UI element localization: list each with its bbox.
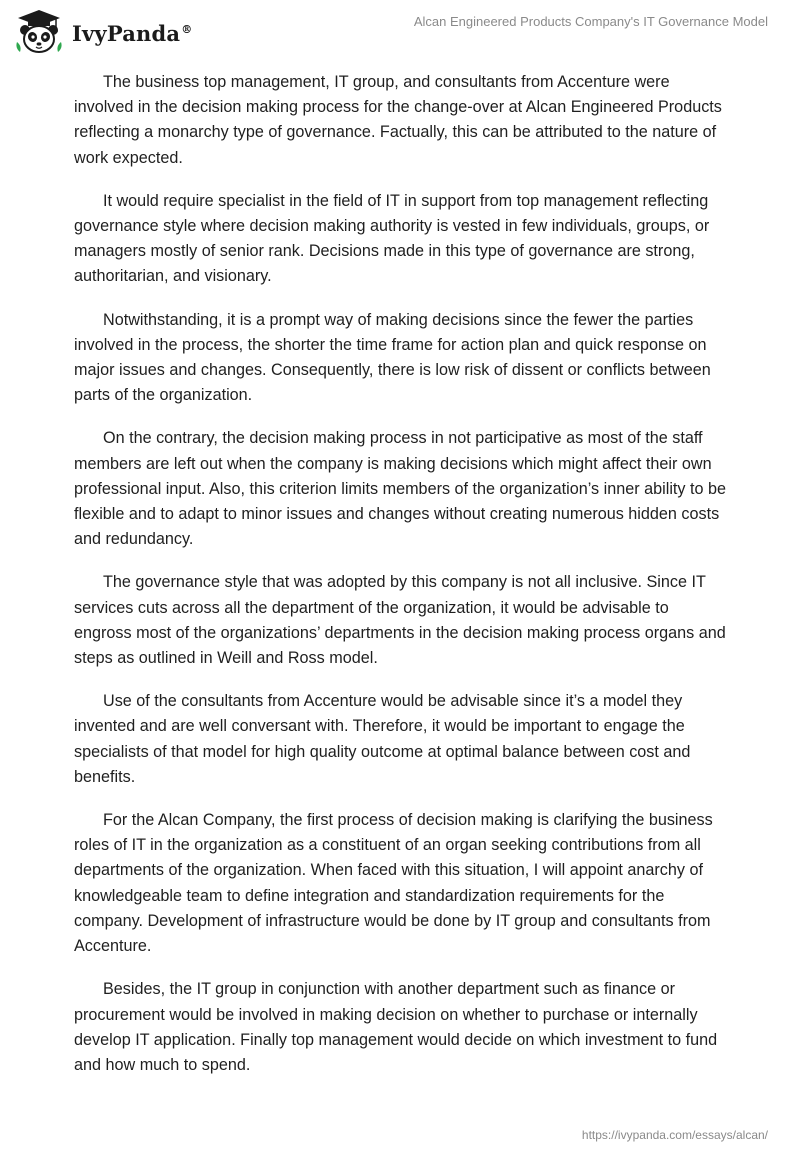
brand-name: IvyPanda® [72, 20, 193, 46]
paragraph: Besides, the IT group in conjunction with another department such as finance or procurement would be involved in making decision on whether to purchase or internally develop IT application. Finally top management would decide on which investment to fund and how much to spend. [74, 980, 718, 1074]
paragraph: The governance style that was adopted by this company is not all inclusive. Since IT services cuts across all the department of the organization, it would be advisable to engross most of the organizations’ departments in the decision making process organs and steps as outlined in Weill and Ross model. [74, 573, 726, 668]
brand-logo[interactable] [14, 8, 192, 56]
page-header [0, 0, 800, 64]
paragraph: It would require specialist in the field of IT in support from top management reflecting governance style where decision making authority is vested in few individuals, groups, or managers mostly of senior rank. Decisions made in this type of governance are strong, authoritarian, and visionary. [74, 191, 710, 286]
paragraph: Use of the consultants from Accenture would be advisable since it’s a model they invented and are well conversant with. Therefore, it would be important to engage the specialists of that model for high quality outcome at optimal balance between cost and benefits. [74, 692, 691, 786]
paragraph: On the contrary, the decision making process in not participative as most of the staff members are left out when the company is making decisions which might affect their own professional input. Also, this criterion limits members of the organization’s inner ability to be flexible and to adapt to minor issues and changes without creating numerous hidden costs and redundancy. [74, 429, 727, 549]
panda-graduate-icon [14, 8, 64, 56]
paragraph: For the Alcan Company, the first process of decision making is clarifying the business roles of IT in the organization as a constituent of an organ seeking contributions from all departments of the organization. When faced with this situation, I will appoint anarchy of knowledgeable team to define integration and standardization requirements for the company. Development of infrastructure would be done by IT group and consultants from Accenture. [74, 811, 713, 956]
source-url[interactable]: https://ivypanda.com/essays/alcan/ [581, 1128, 768, 1142]
paragraph: Notwithstanding, it is a prompt way of making decisions since the fewer the parties involved in the process, the shorter the time frame for action plan and quick response on major issues and changes. Consequently, there is low risk of dissent or conflicts between parts of the organization. [74, 310, 711, 405]
paragraph: The business top management, IT group, and consultants from Accenture were involved in the decision making process for the change-over at Alcan Engineered Products reflecting a monarchy type of governance. Factually, this can be attributed to the nature of work expected. [74, 73, 722, 167]
essay-body [74, 70, 729, 1096]
document-title: Alcan Engineered Products Company's IT Governance Model [413, 14, 768, 29]
